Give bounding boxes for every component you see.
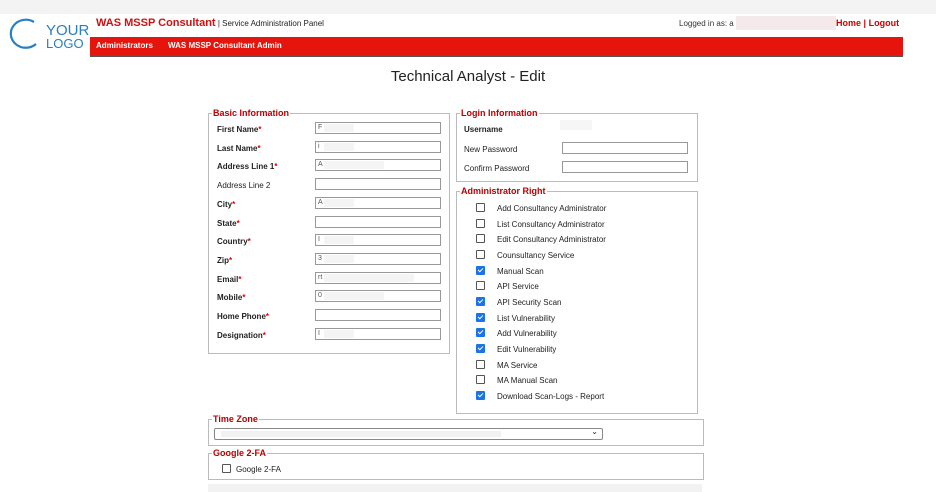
field-value-redacted xyxy=(324,199,354,207)
required-mark: * xyxy=(247,237,251,246)
field-value-redacted xyxy=(324,330,354,338)
administrator-right-legend: Administrator Right xyxy=(461,186,546,196)
field-label xyxy=(217,293,245,302)
field-label xyxy=(217,312,269,321)
required-mark: * xyxy=(232,200,236,209)
field-label-text: Home Phone xyxy=(217,312,266,321)
panel-subtitle: | Service Administration Panel xyxy=(217,19,324,28)
field-input[interactable] xyxy=(315,328,441,340)
admin-right-label: MA Service xyxy=(497,361,538,370)
required-mark: * xyxy=(238,275,242,284)
admin-right-label: Add Vulnerability xyxy=(497,329,557,338)
field-input-value: I xyxy=(318,330,320,337)
basic-information-legend: Basic Information xyxy=(213,108,290,118)
field-label-text: State xyxy=(217,219,237,228)
field-label xyxy=(217,237,251,246)
page-title: Technical Analyst - Edit xyxy=(390,68,546,85)
field-label xyxy=(217,275,241,284)
required-mark: * xyxy=(257,144,261,153)
google-2fa-checkbox[interactable] xyxy=(222,464,231,473)
username-label: Username xyxy=(464,125,503,134)
admin-right-checkbox[interactable] xyxy=(476,391,485,400)
field-label-text: City xyxy=(217,200,233,209)
field-label-text: Last Name xyxy=(217,144,258,153)
nav-item-consultant-admin[interactable]: WAS MSSP Consultant Admin xyxy=(168,41,282,50)
field-value-redacted xyxy=(324,255,354,263)
field-input[interactable] xyxy=(315,122,441,134)
field-input-value: F xyxy=(318,124,323,131)
confirm-password-label: Confirm Password xyxy=(464,164,530,173)
admin-right-label: API Service xyxy=(497,282,539,291)
home-link[interactable]: Home xyxy=(836,18,862,28)
admin-right-checkbox[interactable] xyxy=(476,203,485,212)
brand-title xyxy=(96,17,324,29)
field-label xyxy=(217,125,261,134)
admin-right-checkbox[interactable] xyxy=(476,219,485,228)
confirm-password-input[interactable] xyxy=(562,161,688,173)
field-input-value: 3 xyxy=(318,255,322,262)
new-password-label: New Password xyxy=(464,145,518,154)
required-mark: * xyxy=(274,162,278,171)
field-input-value: i xyxy=(318,143,320,150)
field-label-text: Designation xyxy=(217,331,263,340)
field-label-text: First Name xyxy=(217,125,259,134)
login-information-legend: Login Information xyxy=(461,108,538,118)
brand-name: WAS MSSP Consultant xyxy=(96,17,216,29)
logged-in-user-redacted xyxy=(736,16,836,30)
required-mark: * xyxy=(236,219,240,228)
time-zone-select[interactable] xyxy=(214,428,603,440)
google-2fa-label: Google 2-FA xyxy=(236,465,281,474)
time-zone-legend: Time Zone xyxy=(213,414,258,424)
logged-in-label: Logged in as: a xyxy=(679,19,734,28)
field-value-redacted xyxy=(324,236,354,244)
field-label-text: Country xyxy=(217,237,248,246)
field-label-text: Mobile xyxy=(217,293,243,302)
field-label xyxy=(217,162,277,171)
logo-swoosh-icon xyxy=(6,18,46,50)
admin-right-label: Add Consultancy Administrator xyxy=(497,204,607,213)
field-input[interactable] xyxy=(315,178,441,190)
top-band xyxy=(0,0,936,14)
google-2fa-fieldset xyxy=(208,448,704,480)
required-mark: * xyxy=(242,293,246,302)
field-value-redacted xyxy=(324,124,354,132)
nav-item-administrators[interactable]: Administrators xyxy=(96,41,153,50)
field-label xyxy=(217,256,232,265)
field-input[interactable] xyxy=(315,290,441,302)
field-label xyxy=(217,181,270,190)
field-input[interactable] xyxy=(315,234,441,246)
admin-right-label: Download Scan-Logs - Report xyxy=(497,392,605,401)
admin-right-checkbox[interactable] xyxy=(476,313,485,322)
admin-right-checkbox[interactable] xyxy=(476,234,485,243)
required-mark: * xyxy=(229,256,233,265)
field-label-text: Zip xyxy=(217,256,229,265)
admin-right-checkbox[interactable] xyxy=(476,250,485,259)
admin-right-checkbox[interactable] xyxy=(476,375,485,384)
required-mark: * xyxy=(265,312,270,321)
admin-right-label: Edit Consultancy Administrator xyxy=(497,235,606,244)
field-input[interactable] xyxy=(315,141,441,153)
field-value-redacted xyxy=(324,274,414,282)
field-value-redacted xyxy=(324,143,354,151)
field-value-redacted xyxy=(324,161,384,169)
logo-text-line2: LOGO xyxy=(46,36,84,51)
logo xyxy=(6,18,92,51)
admin-right-label: API Security Scan xyxy=(497,298,562,307)
field-input-value: A xyxy=(318,161,323,168)
field-input[interactable] xyxy=(315,216,441,228)
field-label xyxy=(217,219,240,228)
field-input-value: rt xyxy=(318,274,323,281)
admin-right-checkbox[interactable] xyxy=(476,344,485,353)
admin-right-label: Edit Vulnerability xyxy=(497,345,557,354)
field-input[interactable] xyxy=(315,197,441,209)
field-input[interactable] xyxy=(315,309,441,321)
top-links xyxy=(836,18,899,28)
google-2fa-legend: Google 2-FA xyxy=(213,448,267,458)
field-label xyxy=(217,144,261,153)
chevron-down-icon: ⌄ xyxy=(591,427,598,436)
field-label-text: Address Line 2 xyxy=(217,181,271,190)
time-zone-value-redacted xyxy=(221,431,501,437)
logout-link[interactable]: Logout xyxy=(868,18,900,28)
admin-right-checkbox[interactable] xyxy=(476,281,485,290)
field-input-value: I xyxy=(318,236,320,243)
top-links-separator: | xyxy=(863,18,867,28)
field-label xyxy=(217,200,235,209)
field-input-value: 0 xyxy=(318,292,322,299)
admin-right-label: Counsultancy Service xyxy=(497,251,575,260)
field-input[interactable] xyxy=(315,159,441,171)
field-input[interactable] xyxy=(315,253,441,265)
nav-bar xyxy=(90,37,903,57)
admin-right-checkbox[interactable] xyxy=(476,266,485,275)
admin-right-checkbox[interactable] xyxy=(476,360,485,369)
field-label xyxy=(217,331,266,340)
required-mark: * xyxy=(262,331,266,340)
field-input[interactable] xyxy=(315,272,441,284)
field-input-value: A xyxy=(318,199,323,206)
admin-right-checkbox[interactable] xyxy=(476,328,485,337)
admin-right-label: List Consultancy Administrator xyxy=(497,220,605,229)
admin-right-checkbox[interactable] xyxy=(476,297,485,306)
admin-right-label: Manual Scan xyxy=(497,267,544,276)
new-password-input[interactable] xyxy=(562,142,688,154)
bottom-shadow xyxy=(208,484,702,492)
field-value-redacted xyxy=(324,292,384,300)
field-label-text: Address Line 1 xyxy=(217,162,275,171)
required-mark: * xyxy=(258,125,262,134)
logo-text-line1: YOUR xyxy=(46,22,90,39)
admin-right-label: MA Manual Scan xyxy=(497,376,558,385)
field-label-text: Email xyxy=(217,275,239,284)
username-value-redacted xyxy=(560,120,592,130)
admin-right-label: List Vulnerability xyxy=(497,314,555,323)
